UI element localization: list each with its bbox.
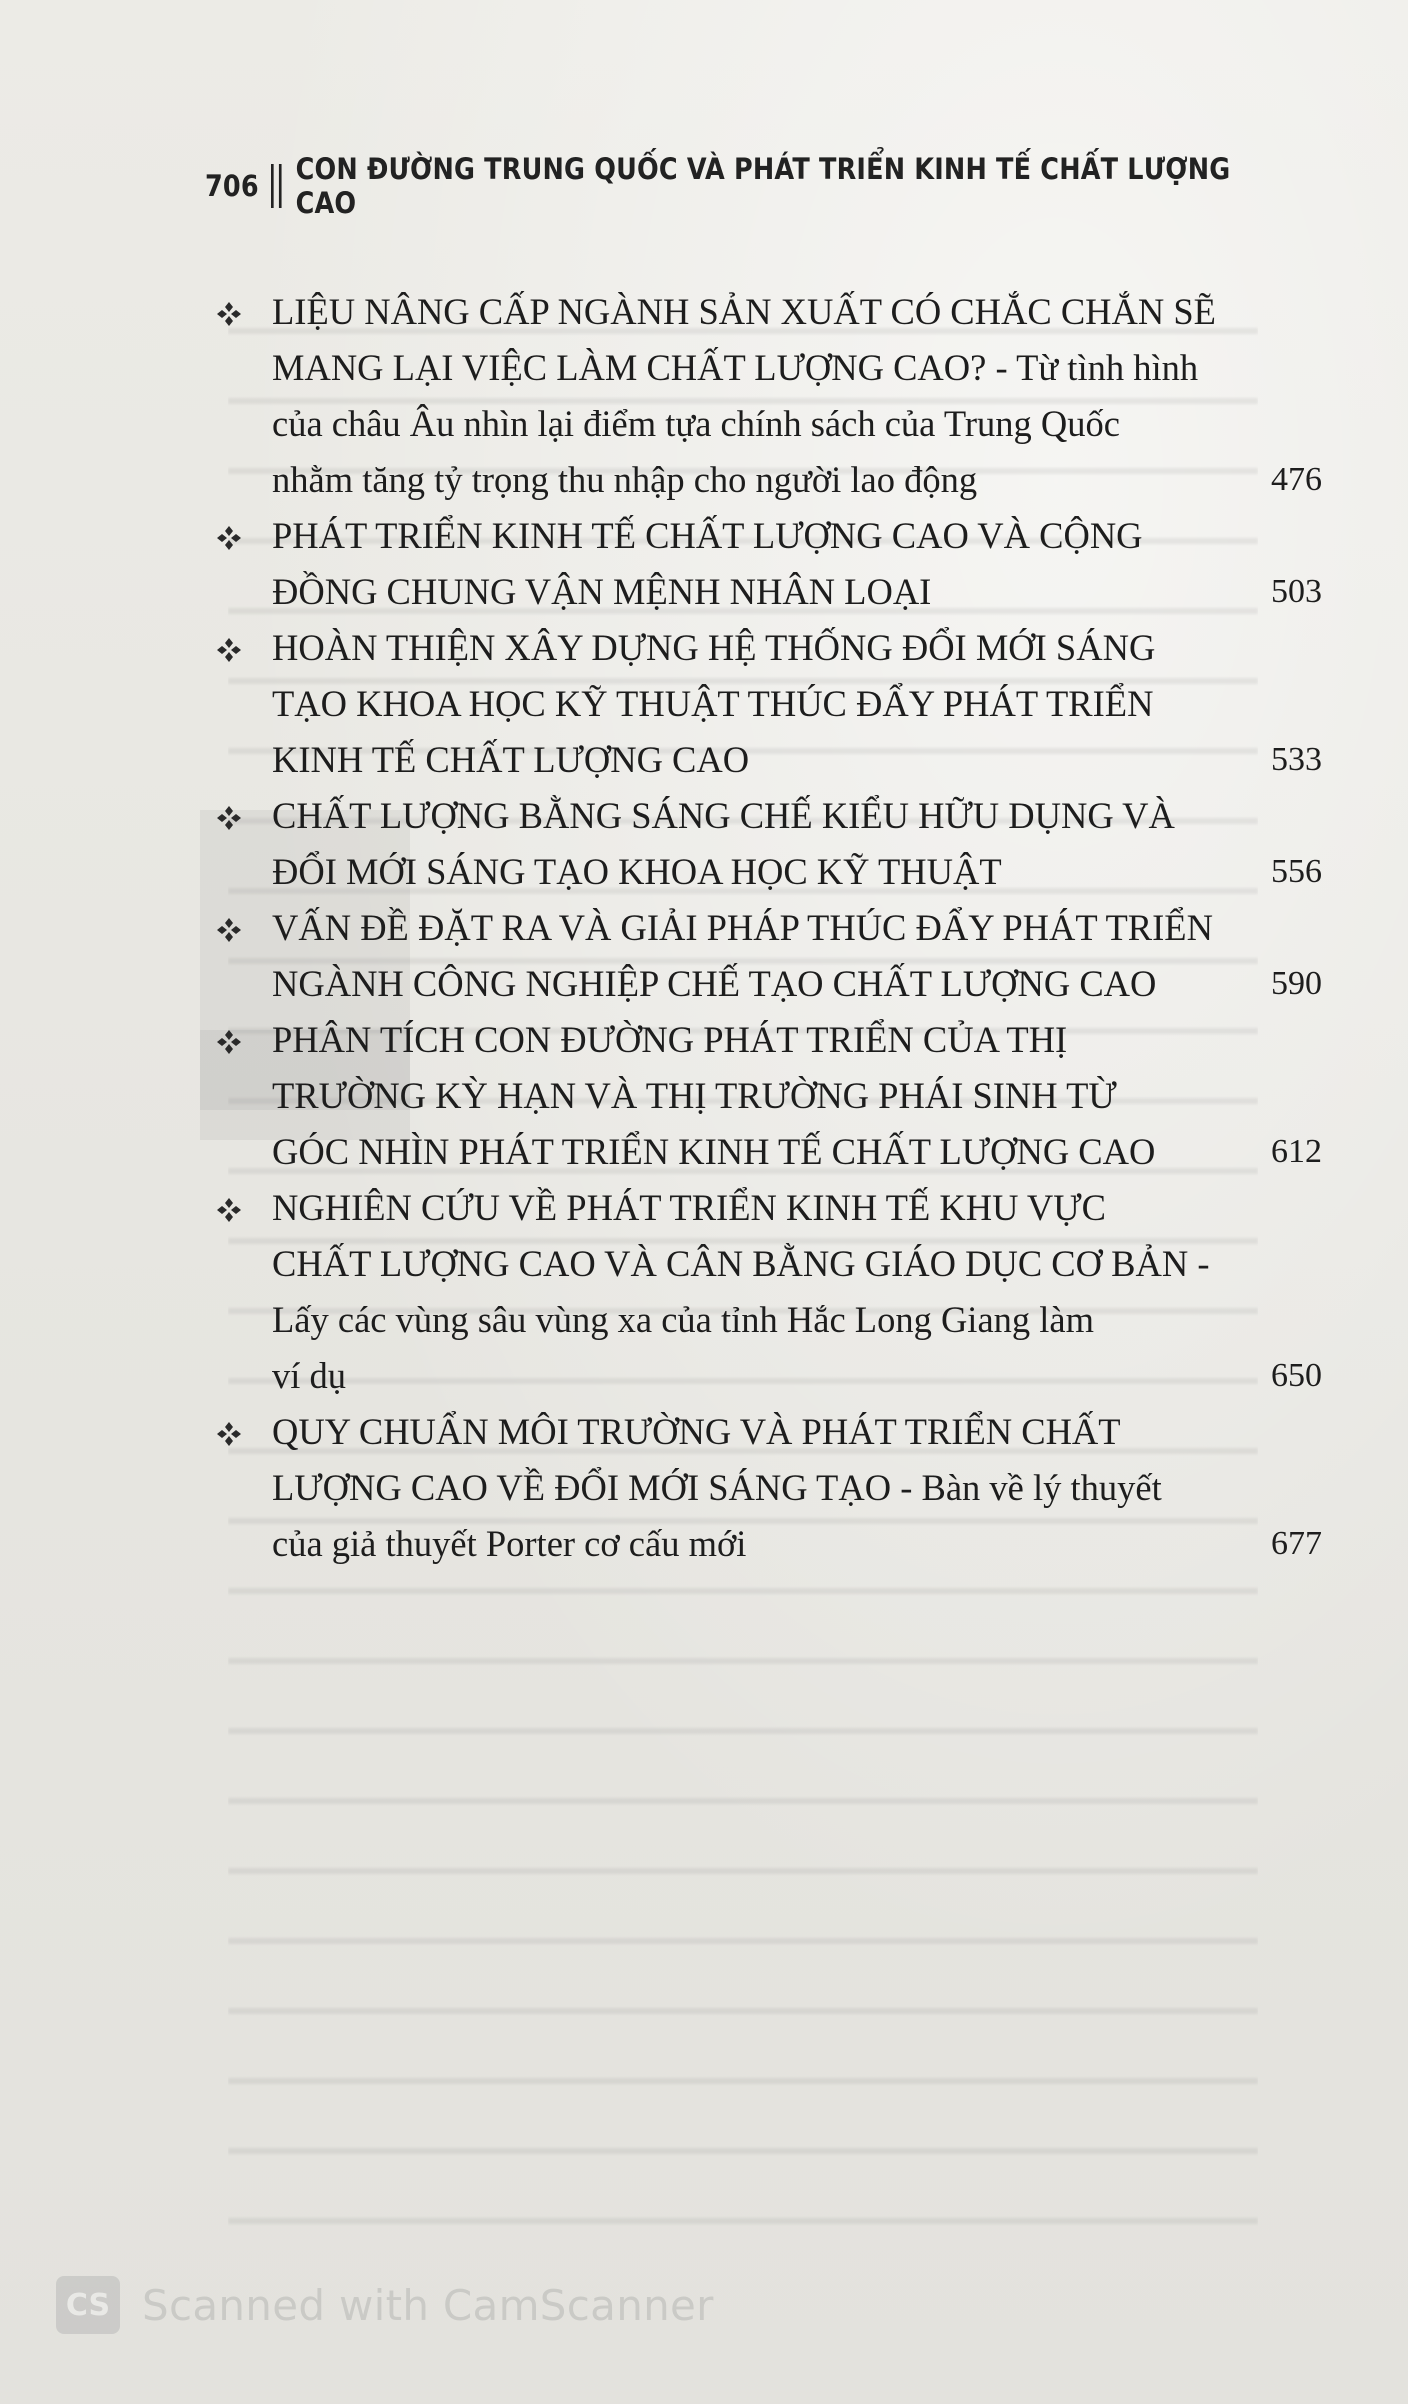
toc-page-number: 650 (1271, 1357, 1322, 1394)
toc-entry (212, 1180, 1322, 1404)
diamond-bullet-icon (216, 637, 242, 663)
toc-page-number: 677 (1271, 1525, 1322, 1562)
toc-entry-line: ĐỒNG CHUNG VẬN MỆNH NHÂN LOẠI (272, 571, 932, 612)
toc-entry-line: CHẤT LƯỢNG CAO VÀ CÂN BẰNG GIÁO DỤC CƠ BẢN - (272, 1243, 1210, 1284)
toc-entry-line: NGÀNH CÔNG NGHIỆP CHẾ TẠO CHẤT LƯỢNG CAO (272, 963, 1157, 1004)
toc-entry-line: ví dụ (272, 1355, 347, 1396)
running-header (205, 152, 1264, 220)
diamond-bullet-icon (216, 917, 242, 943)
camscanner-watermark (56, 2276, 714, 2334)
toc-entry-line: của châu Âu nhìn lại điểm tựa chính sách của Trung Quốc (272, 403, 1120, 444)
toc-entry (212, 620, 1322, 788)
toc-entry (212, 508, 1322, 620)
toc-entry-line: VẤN ĐỀ ĐẶT RA VÀ GIẢI PHÁP THÚC ĐẨY PHÁT TRIỂN (272, 907, 1213, 948)
camscanner-logo-icon: CS (56, 2276, 120, 2334)
watermark-text: Scanned with CamScanner (142, 2280, 714, 2330)
toc-entry (212, 900, 1322, 1012)
diamond-bullet-icon (216, 1197, 242, 1223)
toc-page-number: 476 (1271, 461, 1322, 498)
toc-entry-line: LIỆU NÂNG CẤP NGÀNH SẢN XUẤT CÓ CHẮC CHẮN SẼ (272, 291, 1216, 332)
toc-page-number: 533 (1271, 741, 1322, 778)
toc-entry-line: Lấy các vùng sâu vùng xa của tỉnh Hắc Long Giang làm (272, 1299, 1094, 1340)
toc-entry-line: NGHIÊN CỨU VỀ PHÁT TRIỂN KINH TẾ KHU VỰC (272, 1187, 1106, 1228)
toc-entry-line: GÓC NHÌN PHÁT TRIỂN KINH TẾ CHẤT LƯỢNG CAO (272, 1131, 1156, 1172)
double-bar-separator (271, 164, 281, 208)
toc-entry-line: PHÁT TRIỂN KINH TẾ CHẤT LƯỢNG CAO VÀ CỘNG (272, 515, 1143, 556)
toc-entry (212, 1404, 1322, 1572)
toc-entry (212, 788, 1322, 900)
toc-entry-line: TRƯỜNG KỲ HẠN VÀ THỊ TRƯỜNG PHÁI SINH TỪ (272, 1075, 1117, 1116)
diamond-bullet-icon (216, 805, 242, 831)
toc-entry (212, 284, 1322, 508)
toc-page-number: 556 (1271, 853, 1322, 890)
diamond-bullet-icon (216, 1421, 242, 1447)
diamond-bullet-icon (216, 301, 242, 327)
toc-entry-line: HOÀN THIỆN XÂY DỰNG HỆ THỐNG ĐỔI MỚI SÁNG (272, 627, 1156, 668)
table-of-contents (212, 284, 1322, 1572)
toc-page-number: 612 (1271, 1133, 1322, 1170)
toc-entry-line: CHẤT LƯỢNG BẰNG SÁNG CHẾ KIỂU HỮU DỤNG VÀ (272, 795, 1175, 836)
book-title: CON ĐƯỜNG TRUNG QUỐC VÀ PHÁT TRIỂN KINH TẾ CHẤT LƯỢNG CAO (295, 152, 1231, 220)
toc-entry-line: của giả thuyết Porter cơ cấu mới (272, 1523, 747, 1564)
page-number: 706 (205, 169, 259, 203)
toc-entry-line: LƯỢNG CAO VỀ ĐỔI MỚI SÁNG TẠO - Bàn về lý thuyết (272, 1467, 1162, 1508)
toc-entry-line: KINH TẾ CHẤT LƯỢNG CAO (272, 739, 750, 780)
toc-entry-line: MANG LẠI VIỆC LÀM CHẤT LƯỢNG CAO? - Từ tình hình (272, 347, 1199, 388)
toc-entry (212, 1012, 1322, 1180)
toc-page-number: 590 (1271, 965, 1322, 1002)
toc-entry-line: nhằm tăng tỷ trọng thu nhập cho người lao động (272, 459, 978, 500)
toc-page-number: 503 (1271, 573, 1322, 610)
toc-entry-line: QUY CHUẨN MÔI TRƯỜNG VÀ PHÁT TRIỂN CHẤT (272, 1411, 1121, 1452)
toc-entry-line: ĐỔI MỚI SÁNG TẠO KHOA HỌC KỸ THUẬT (272, 851, 1002, 892)
toc-entry-line: TẠO KHOA HỌC KỸ THUẬT THÚC ĐẨY PHÁT TRIỂN (272, 683, 1154, 724)
diamond-bullet-icon (216, 525, 242, 551)
toc-entry-line: PHÂN TÍCH CON ĐƯỜNG PHÁT TRIỂN CỦA THỊ (272, 1019, 1068, 1060)
diamond-bullet-icon (216, 1029, 242, 1055)
